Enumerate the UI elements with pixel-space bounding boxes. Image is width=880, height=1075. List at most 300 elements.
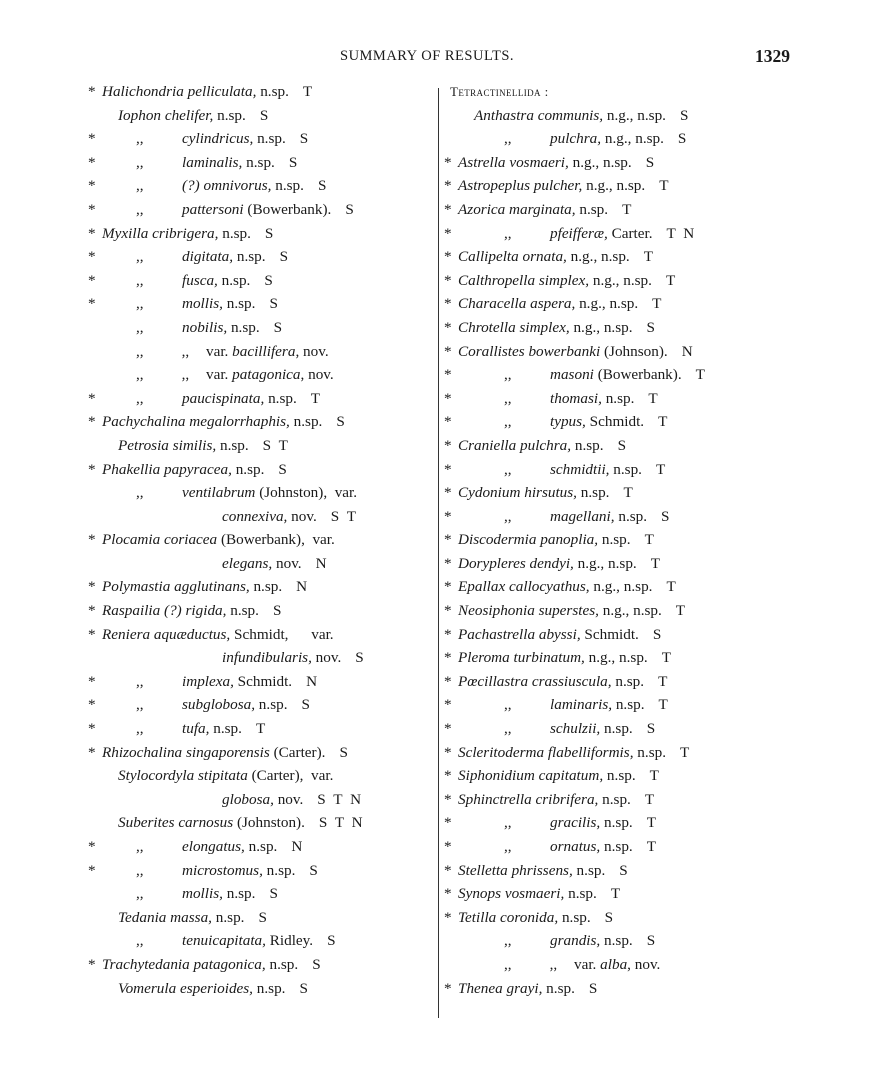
species-name: microstomus, xyxy=(182,861,263,879)
species-entry xyxy=(444,859,774,883)
locality-codes: T xyxy=(650,554,662,572)
ditto-mark: ,, xyxy=(504,460,512,478)
species-entry xyxy=(444,882,774,906)
locality-codes: T xyxy=(675,602,688,620)
species-entry xyxy=(444,434,774,458)
ditto-mark: ,, ,, xyxy=(136,366,190,384)
species-name: pulchra, xyxy=(550,130,602,148)
entry-asterisk: * xyxy=(444,790,452,808)
authority-text: n.sp. xyxy=(637,743,666,761)
entry-asterisk: * xyxy=(88,460,96,478)
species-name: Calthropella simplex, xyxy=(458,271,590,289)
entry-text xyxy=(118,764,333,788)
authority-text: n.g., n.sp. xyxy=(577,554,637,572)
authority-text: n.sp. xyxy=(260,83,289,100)
species-entry xyxy=(88,882,434,906)
species-name: ornatus, xyxy=(550,838,601,855)
entry-text xyxy=(136,693,312,717)
authority-text: n.g., n.sp. xyxy=(593,578,653,596)
entry-text xyxy=(136,387,322,411)
authority-text: n.sp. xyxy=(219,436,249,454)
species-name: fusca, xyxy=(182,271,218,289)
authority-text: Schmidt, var. xyxy=(234,625,334,643)
species-entry xyxy=(444,127,774,151)
locality-codes: S xyxy=(646,720,658,738)
entry-text xyxy=(458,764,661,788)
entry-text xyxy=(136,717,267,741)
species-entry xyxy=(88,174,434,198)
entry-text xyxy=(136,363,334,387)
entry-text xyxy=(118,811,365,835)
species-name: Siphonidium capitatum, xyxy=(458,767,604,785)
entry-text xyxy=(136,269,275,293)
entry-text xyxy=(136,929,338,953)
entry-asterisk: * xyxy=(444,295,452,313)
entry-text xyxy=(458,552,662,576)
species-name: Myxilla cribrigera, xyxy=(102,224,219,242)
species-entry xyxy=(444,151,774,175)
entry-asterisk: * xyxy=(88,83,96,100)
entry-asterisk: * xyxy=(88,578,96,596)
entry-text xyxy=(458,599,687,623)
locality-codes: N xyxy=(306,672,320,690)
entry-text xyxy=(458,906,615,930)
locality-codes: S xyxy=(339,743,350,761)
entry-text xyxy=(136,316,284,340)
species-name: Astrella vosmaeri, xyxy=(458,153,569,171)
locality-codes: T xyxy=(623,484,635,502)
species-entry xyxy=(444,458,774,482)
authority-text: n.sp. xyxy=(576,861,606,879)
section-heading: Tetractinellida : xyxy=(450,84,549,99)
locality-codes: S xyxy=(604,908,616,926)
page-header xyxy=(0,48,880,72)
locality-codes: S xyxy=(278,460,289,478)
authority-text: n.sp. xyxy=(257,130,286,148)
species-name: typus, xyxy=(550,413,586,431)
species-entry xyxy=(444,316,774,340)
species-name: Dorypleres dendyi, xyxy=(458,554,574,572)
species-entry xyxy=(88,269,434,293)
species-entry xyxy=(88,198,434,222)
species-entry xyxy=(444,741,774,765)
entry-asterisk: * xyxy=(444,484,452,502)
entry-text xyxy=(458,882,622,906)
authority-text: n.g., n.sp. xyxy=(588,649,648,667)
species-name: Stelletta phrissens, xyxy=(458,861,573,879)
species-name: Reniera aquæductus, xyxy=(102,625,231,643)
entry-asterisk: * xyxy=(88,389,96,407)
species-name: thomasi, xyxy=(550,389,602,407)
ditto-mark: ,, xyxy=(504,224,512,242)
ditto-mark: ,, xyxy=(136,318,144,336)
authority-text: n.sp. xyxy=(213,720,242,738)
locality-codes: S xyxy=(679,106,691,124)
locality-codes: T xyxy=(644,790,657,808)
locality-codes: S T xyxy=(262,436,290,454)
ditto-mark: ,, xyxy=(136,153,144,171)
species-name: Synops vosmaeri, xyxy=(458,885,565,903)
authority-text: Carter. xyxy=(611,224,653,242)
entry-asterisk: * xyxy=(444,554,452,572)
authority-text: n.sp. xyxy=(618,507,648,525)
entry-asterisk: * xyxy=(88,295,96,313)
species-entry xyxy=(444,764,774,788)
species-entry xyxy=(444,835,774,859)
species-name: tufa, xyxy=(182,720,210,738)
authority-text: var. patagonica, nov. xyxy=(206,366,334,384)
entry-text xyxy=(136,670,319,694)
species-name: Azorica marginata, xyxy=(458,200,576,218)
entry-asterisk: * xyxy=(444,271,452,289)
species-entry xyxy=(444,104,774,128)
authority-text: n.sp. xyxy=(293,413,323,431)
species-entry xyxy=(88,741,434,765)
species-entry xyxy=(88,859,434,883)
species-entry xyxy=(444,505,774,529)
locality-codes: S xyxy=(619,861,630,879)
entry-text xyxy=(504,811,658,835)
entry-asterisk: * xyxy=(444,649,452,667)
species-entry xyxy=(444,481,774,505)
authority-text: n.sp. xyxy=(574,436,604,454)
locality-codes: S xyxy=(273,318,285,336)
locality-codes: T xyxy=(622,200,634,218)
species-name: globosa, xyxy=(222,790,274,808)
locality-codes: S xyxy=(345,200,356,218)
species-name: Epallax callocyathus, xyxy=(458,578,590,596)
species-name: Vomerula esperioides, xyxy=(118,979,253,997)
entry-asterisk: * xyxy=(88,861,96,879)
entry-text xyxy=(504,953,660,977)
species-name: Raspailia (?) rigida, xyxy=(102,602,227,620)
authority-text: nov. xyxy=(277,790,304,808)
entry-asterisk: * xyxy=(444,672,452,690)
entry-asterisk: * xyxy=(444,979,452,997)
entry-asterisk: * xyxy=(444,248,452,266)
locality-codes: S xyxy=(652,625,664,643)
authority-text: n.sp. xyxy=(230,602,259,620)
entry-asterisk: * xyxy=(444,200,452,218)
authority-text: n.sp. xyxy=(230,318,260,336)
locality-codes: S xyxy=(327,932,338,950)
ditto-mark: ,, xyxy=(136,861,144,879)
species-entry xyxy=(444,222,774,246)
species-name: infundibularis, xyxy=(222,649,312,667)
species-name: Pœcillastra crassiuscula, xyxy=(458,672,612,690)
entry-asterisk: * xyxy=(444,720,452,738)
species-name: (?) omnivorus, xyxy=(182,177,272,195)
authority-text: (Bowerbank), var. xyxy=(220,531,335,549)
locality-codes: S xyxy=(264,224,276,242)
species-name: Sphinctrella cribrifera, xyxy=(458,790,599,808)
species-name: ventilabrum xyxy=(182,484,256,502)
species-name: Plocamia coriacea xyxy=(102,531,218,549)
entry-asterisk: * xyxy=(444,885,452,903)
entry-text xyxy=(458,269,677,293)
species-entry xyxy=(444,670,774,694)
species-entry xyxy=(444,269,774,293)
authority-text: (Johnston), var. xyxy=(259,484,358,502)
species-entry xyxy=(88,528,434,552)
authority-text: n.sp. xyxy=(568,885,597,903)
species-entry xyxy=(88,505,434,529)
species-name: Corallistes bowerbanki xyxy=(458,342,601,360)
entry-asterisk: * xyxy=(444,531,452,549)
authority-text: (Johnston). xyxy=(236,814,305,832)
entry-text xyxy=(102,222,275,246)
species-name: mollis, xyxy=(182,295,223,313)
entry-text xyxy=(458,292,663,316)
species-name: magellani, xyxy=(550,507,615,525)
entry-asterisk: * xyxy=(444,413,452,431)
species-name: Craniella pulchra, xyxy=(458,436,572,454)
entry-text xyxy=(136,174,328,198)
species-name: masoni xyxy=(550,366,594,384)
locality-codes: T xyxy=(655,460,668,478)
entry-asterisk: * xyxy=(88,602,96,620)
authority-text: n.sp. xyxy=(248,838,278,855)
locality-codes: S xyxy=(317,177,329,195)
ditto-mark: ,, xyxy=(504,507,512,525)
ditto-mark: ,, xyxy=(136,484,144,502)
locality-codes: T xyxy=(649,767,661,785)
entry-asterisk: * xyxy=(88,248,96,266)
locality-codes: N xyxy=(681,342,695,360)
authority-text: n.sp. xyxy=(604,932,633,950)
entry-text xyxy=(118,906,269,930)
running-title: SUMMARY OF RESULTS. xyxy=(340,48,515,64)
entry-text xyxy=(504,222,696,246)
species-name: cylindricus, xyxy=(182,130,254,148)
authority-text: n.sp. xyxy=(604,814,633,832)
species-entry xyxy=(88,387,434,411)
authority-text: (Carter), var. xyxy=(251,767,334,785)
locality-codes: T xyxy=(695,366,707,384)
ditto-mark: ,, xyxy=(136,672,144,690)
ditto-mark: ,, xyxy=(136,177,144,195)
species-name: Chrotella simplex, xyxy=(458,318,570,336)
entry-text xyxy=(102,953,323,977)
species-entry xyxy=(444,599,774,623)
authority-text: n.g., n.sp. xyxy=(570,248,630,266)
species-entry xyxy=(444,788,774,812)
locality-codes: S T xyxy=(330,507,358,525)
species-entry xyxy=(444,387,774,411)
entry-text xyxy=(222,646,366,670)
authority-text: (Carter). xyxy=(273,743,326,761)
species-name: gracilis, xyxy=(550,814,601,832)
entry-asterisk: * xyxy=(444,342,452,360)
entry-asterisk: * xyxy=(444,838,452,855)
authority-text: n.sp. xyxy=(236,248,266,266)
entry-asterisk: * xyxy=(444,177,452,195)
species-entry xyxy=(88,434,434,458)
locality-codes: S xyxy=(299,130,311,148)
species-name: Astropeplus pulcher, xyxy=(458,177,583,195)
entry-asterisk: * xyxy=(444,318,452,336)
species-entry xyxy=(88,104,434,128)
authority-text: n.sp. xyxy=(269,955,299,973)
species-entry xyxy=(88,292,434,316)
entry-asterisk: * xyxy=(88,153,96,171)
entry-text xyxy=(136,340,329,364)
entry-text xyxy=(102,623,334,647)
entry-text xyxy=(504,505,672,529)
species-entry xyxy=(88,717,434,741)
species-entry xyxy=(444,929,774,953)
species-entry xyxy=(88,481,434,505)
ditto-mark: ,, xyxy=(504,696,512,714)
entry-text xyxy=(504,929,657,953)
species-entry xyxy=(444,363,774,387)
entry-asterisk: * xyxy=(88,271,96,289)
species-entry xyxy=(88,575,434,599)
locality-codes: S xyxy=(259,106,271,124)
entry-text xyxy=(458,245,655,269)
species-entry xyxy=(444,693,774,717)
entry-asterisk: * xyxy=(88,413,96,431)
authority-text: n.sp. xyxy=(579,200,609,218)
ditto-mark: ,, xyxy=(504,814,512,832)
species-name: pattersoni xyxy=(182,200,244,218)
entry-asterisk: * xyxy=(88,743,96,761)
species-name: Petrosia similis, xyxy=(118,436,217,454)
species-name: nobilis, xyxy=(182,318,228,336)
authority-text: n.g., n.sp. xyxy=(572,153,632,171)
entry-text xyxy=(458,859,630,883)
species-name: tenuicapitata, xyxy=(182,932,266,950)
entry-text xyxy=(102,458,289,482)
locality-codes: T xyxy=(665,271,678,289)
authority-text: n.g., n.sp. xyxy=(606,106,666,124)
species-entry xyxy=(88,646,434,670)
locality-codes: S xyxy=(288,153,300,171)
species-entry xyxy=(88,222,434,246)
locality-codes: T xyxy=(302,83,315,100)
species-entry xyxy=(88,929,434,953)
species-name: Scleritoderma flabelliformis, xyxy=(458,743,634,761)
species-name: digitata, xyxy=(182,248,234,266)
authority-text: nov. xyxy=(315,649,342,667)
locality-codes: T xyxy=(680,743,692,761)
entry-asterisk: * xyxy=(444,696,452,714)
entry-asterisk: * xyxy=(88,838,96,855)
locality-codes: S xyxy=(677,130,689,148)
ditto-mark: ,, xyxy=(136,248,144,266)
locality-codes: S xyxy=(355,649,366,667)
entry-text xyxy=(474,104,690,128)
species-entry xyxy=(88,764,434,788)
locality-codes: S xyxy=(269,885,280,903)
ditto-mark: ,, xyxy=(504,389,512,407)
authority-text: n.sp. xyxy=(580,484,610,502)
authority-text: n.sp. xyxy=(615,696,645,714)
entry-asterisk: * xyxy=(444,767,452,785)
ditto-mark: ,, xyxy=(504,130,512,148)
species-entry xyxy=(88,953,434,977)
locality-codes: S xyxy=(312,955,323,973)
ditto-mark: ,, xyxy=(504,838,512,855)
entry-text xyxy=(136,151,299,175)
entry-asterisk: * xyxy=(88,130,96,148)
locality-codes: T xyxy=(646,838,658,855)
ditto-mark: ,, xyxy=(504,720,512,738)
entry-text xyxy=(458,646,673,670)
authority-text: n.sp. xyxy=(268,389,297,407)
locality-codes: T xyxy=(310,389,323,407)
entry-text xyxy=(458,434,628,458)
authority-text: n.sp. xyxy=(226,885,256,903)
entry-asterisk: * xyxy=(444,460,452,478)
locality-codes: S T N xyxy=(318,814,365,832)
species-entry xyxy=(444,953,774,977)
species-name: Tedania massa, xyxy=(118,908,212,926)
ditto-mark: ,, xyxy=(136,200,144,218)
species-entry xyxy=(88,906,434,930)
entry-text xyxy=(458,977,599,1001)
entry-asterisk: * xyxy=(444,436,452,454)
locality-codes: N xyxy=(315,554,329,572)
entry-asterisk: * xyxy=(444,224,452,242)
species-entry xyxy=(444,575,774,599)
locality-codes: S xyxy=(258,908,269,926)
entry-text xyxy=(504,387,660,411)
authority-text: n.sp. xyxy=(561,908,591,926)
locality-codes: T xyxy=(659,177,671,195)
entry-asterisk: * xyxy=(444,389,452,407)
authority-text: n.sp. xyxy=(605,389,635,407)
authority-text: n.sp. xyxy=(217,106,246,124)
entry-asterisk: * xyxy=(88,625,96,643)
ditto-mark: ,, xyxy=(504,932,512,950)
species-entry xyxy=(88,316,434,340)
entry-asterisk: * xyxy=(88,177,96,195)
locality-codes: T xyxy=(652,295,664,313)
species-name: pfeifferæ, xyxy=(550,224,608,242)
entry-text xyxy=(136,292,280,316)
species-entry xyxy=(444,198,774,222)
locality-codes: S xyxy=(299,979,310,997)
entry-text xyxy=(504,717,657,741)
authority-text: (Johnson). xyxy=(603,342,668,360)
species-name: Characella aspera, xyxy=(458,295,576,313)
species-entry xyxy=(444,717,774,741)
species-entry xyxy=(88,151,434,175)
authority-text: n.g., n.sp. xyxy=(586,177,646,195)
entry-asterisk: * xyxy=(444,625,452,643)
authority-text: Schmidt. xyxy=(237,672,293,690)
species-name: Anthastra communis, xyxy=(474,106,604,124)
entry-text xyxy=(458,528,656,552)
ditto-mark: ,, xyxy=(136,838,144,855)
entry-text xyxy=(458,623,663,647)
authority-text: n.sp. xyxy=(606,767,636,785)
entry-asterisk: * xyxy=(88,696,96,714)
species-entry xyxy=(88,80,434,104)
entry-text xyxy=(458,316,657,340)
locality-codes: T N xyxy=(666,224,697,242)
entry-asterisk: * xyxy=(88,224,96,242)
entry-asterisk: * xyxy=(444,814,452,832)
authority-text: nov. xyxy=(291,507,317,525)
locality-codes: S xyxy=(264,271,275,289)
species-entry xyxy=(444,623,774,647)
entry-text xyxy=(458,670,669,694)
authority-text: n.sp. xyxy=(221,271,251,289)
species-name: Pleroma turbinatum, xyxy=(458,649,585,667)
locality-codes: S xyxy=(272,602,284,620)
